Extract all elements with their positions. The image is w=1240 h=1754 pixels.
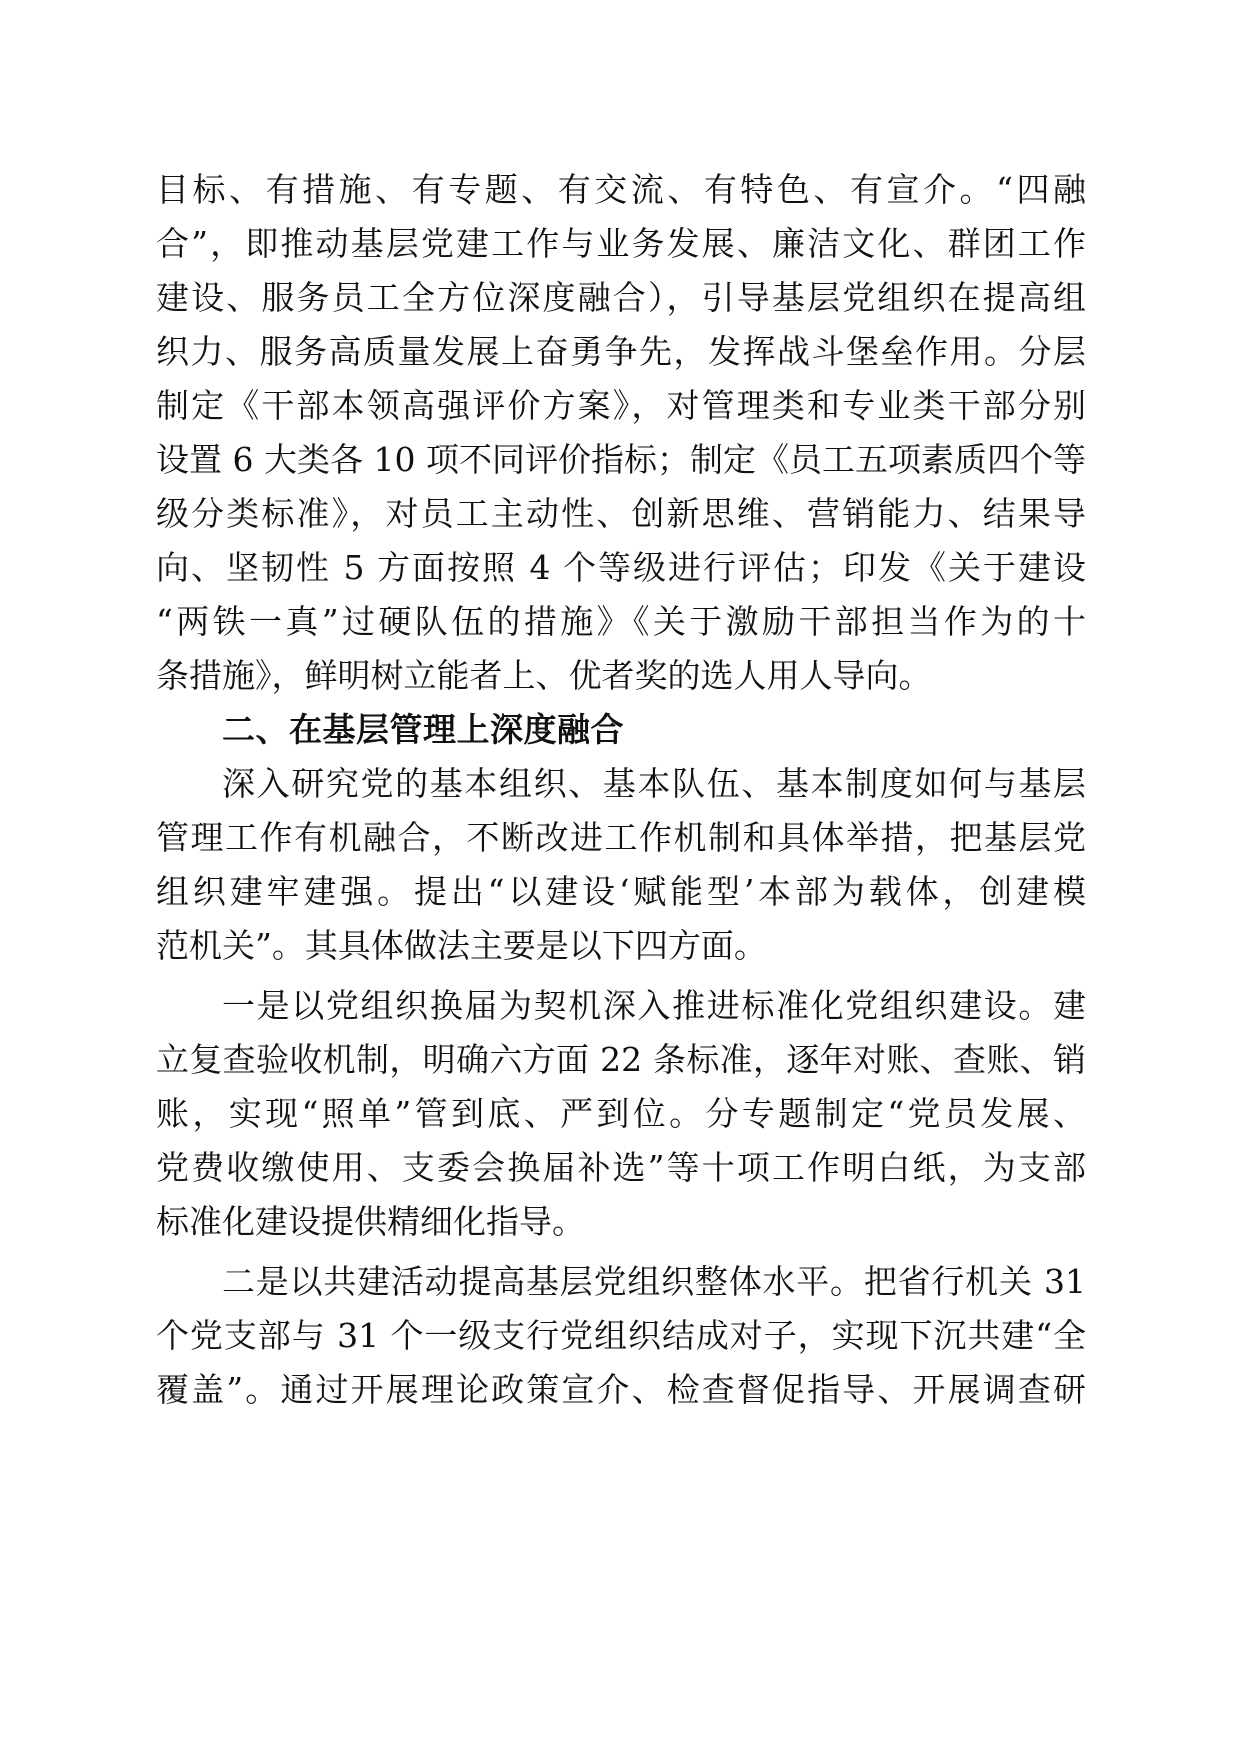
paragraph-line: 级分类标准》，对员工主动性、创新思维、营销能力、结果导 <box>156 494 1086 533</box>
paragraph-line: 条措施》，鲜明树立能者上、优者奖的选人用人导向。 <box>156 656 932 695</box>
paragraph-line: 立复查验收机制，明确六方面 22 条标准，逐年对账、查账、销 <box>156 1040 1086 1079</box>
section-heading: 二、在基层管理上深度融合 <box>222 710 624 749</box>
paragraph-line: 范机关”。其具体做法主要是以下四方面。 <box>156 926 767 965</box>
paragraph-line: 组织建牢建强。提出“以建设‘赋能型’本部为载体，创建模 <box>156 872 1086 911</box>
paragraph-line: 一是以党组织换届为契机深入推进标准化党组织建设。建 <box>222 986 1086 1025</box>
paragraph-line: 账，实现“照单”管到底、严到位。分专题制定“党员发展、 <box>156 1094 1086 1133</box>
paragraph-line: 二是以共建活动提高基层党组织整体水平。把省行机关 31 <box>222 1262 1086 1301</box>
paragraph-line: 覆盖”。通过开展理论政策宣介、检查督促指导、开展调查研 <box>156 1370 1086 1409</box>
paragraph-line: 织力、服务高质量发展上奋勇争先，发挥战斗堡垒作用。分层 <box>156 332 1086 371</box>
paragraph-line: 设置 6 大类各 10 项不同评价指标；制定《员工五项素质四个等 <box>156 440 1086 479</box>
paragraph-line: 建设、服务员工全方位深度融合），引导基层党组织在提高组 <box>156 278 1086 317</box>
paragraph-line: 个党支部与 31 个一级支行党组织结成对子，实现下沉共建“全 <box>156 1316 1086 1355</box>
paragraph-line: 党费收缴使用、支委会换届补选”等十项工作明白纸，为支部 <box>156 1148 1086 1187</box>
paragraph-line: 标准化建设提供精细化指导。 <box>156 1202 585 1241</box>
paragraph-line: 制定《干部本领高强评价方案》，对管理类和专业类干部分别 <box>156 386 1086 425</box>
paragraph-line: 合”，即推动基层党建工作与业务发展、廉洁文化、群团工作 <box>156 224 1086 263</box>
paragraph-line: 深入研究党的基本组织、基本队伍、基本制度如何与基层 <box>222 764 1086 803</box>
paragraph-line: 向、坚韧性 5 方面按照 4 个等级进行评估；印发《关于建设 <box>156 548 1086 587</box>
paragraph-line: “两铁一真”过硬队伍的措施》《关于激励干部担当作为的十 <box>156 602 1086 641</box>
paragraph-line: 管理工作有机融合，不断改进工作机制和具体举措，把基层党 <box>156 818 1086 857</box>
paragraph-line: 目标、有措施、有专题、有交流、有特色、有宣介。“四融 <box>156 170 1086 209</box>
